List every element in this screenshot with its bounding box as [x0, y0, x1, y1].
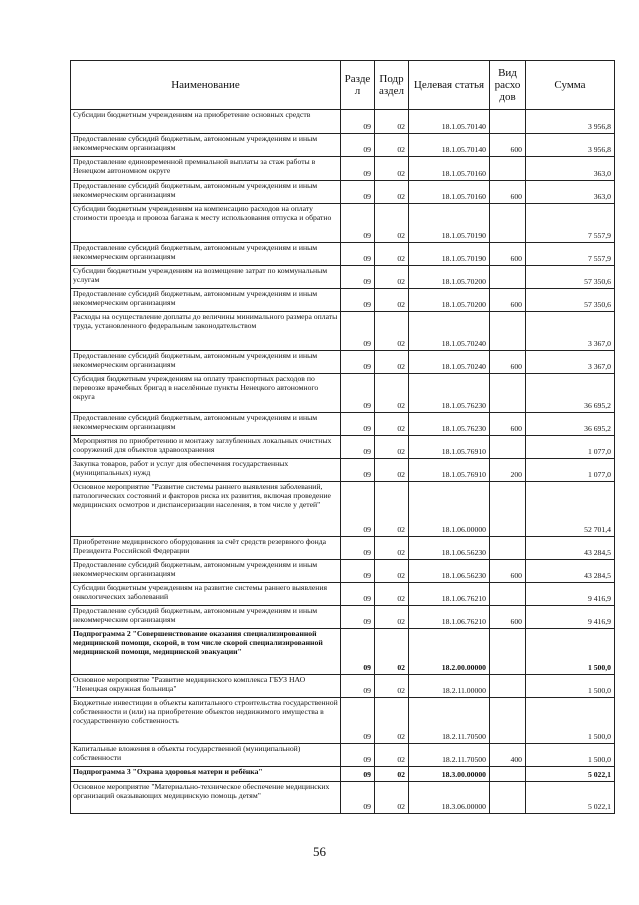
row-sum: 5 022,1	[526, 782, 615, 814]
row-name: Капитальные вложения в объекты государственной (муниципальной) собственности	[71, 744, 341, 767]
row-expense-type: 200	[490, 459, 526, 482]
table-row	[71, 767, 615, 782]
table-row	[71, 606, 615, 629]
row-sum: 5 022,1	[526, 767, 615, 782]
row-target: 18.1.06.56230	[409, 537, 490, 560]
row-section: 09	[341, 767, 375, 782]
row-subsection: 02	[375, 675, 409, 698]
row-name: Подпрограмма 3 "Охрана здоровья матери и ребёнка"	[71, 767, 341, 782]
row-name: Субсидии бюджетным учреждениям на развитие системы раннего выявления онкологических заболеваний	[71, 583, 341, 606]
row-subsection: 02	[375, 698, 409, 744]
table-row	[71, 560, 615, 583]
row-target: 18.3.06.00000	[409, 782, 490, 814]
row-subsection: 02	[375, 413, 409, 436]
row-target: 18.1.05.70140	[409, 110, 490, 134]
table-row	[71, 537, 615, 560]
table-row	[71, 243, 615, 266]
row-name: Субсидия бюджетным учреждениям на оплату транспортных расходов по перевозке врачебных бригад в населённые пункты Ненецкого автономного округа	[71, 374, 341, 413]
row-section: 09	[341, 181, 375, 204]
row-target: 18.1.05.70200	[409, 289, 490, 312]
row-subsection: 02	[375, 560, 409, 583]
table-row	[71, 312, 615, 351]
row-name: Расходы на осуществление доплаты до величины минимального размера оплаты труда, установленного федеральным законодательством	[71, 312, 341, 351]
table-body	[71, 110, 615, 814]
row-name: Мероприятия по приобретению и монтажу заглубленных локальных очистных сооружений для объектов здравоохранения	[71, 436, 341, 459]
row-target: 18.1.05.76230	[409, 374, 490, 413]
table-row	[71, 698, 615, 744]
row-expense-type	[490, 157, 526, 181]
row-target: 18.2.11.70500	[409, 698, 490, 744]
row-section: 09	[341, 537, 375, 560]
row-target: 18.1.05.70160	[409, 181, 490, 204]
row-name: Предоставление субсидий бюджетным, автономным учреждениям и иным некоммерческим организациям	[71, 560, 341, 583]
row-subsection: 02	[375, 181, 409, 204]
header-subsection: Подр аздел	[375, 61, 409, 110]
table-row	[71, 181, 615, 204]
row-expense-type: 600	[490, 606, 526, 629]
row-target: 18.1.05.70200	[409, 266, 490, 289]
row-subsection: 02	[375, 436, 409, 459]
row-target: 18.1.06.56230	[409, 560, 490, 583]
row-sum: 43 284,5	[526, 560, 615, 583]
row-expense-type	[490, 312, 526, 351]
row-name: Предоставление субсидий бюджетным, автономным учреждениям и иным некоммерческим организациям	[71, 243, 341, 266]
row-expense-type	[490, 767, 526, 782]
row-expense-type	[490, 374, 526, 413]
row-section: 09	[341, 134, 375, 157]
table-row	[71, 157, 615, 181]
row-subsection: 02	[375, 289, 409, 312]
table-row	[71, 482, 615, 537]
row-section: 09	[341, 629, 375, 675]
row-expense-type: 600	[490, 243, 526, 266]
row-subsection: 02	[375, 537, 409, 560]
table-header-row	[71, 61, 615, 110]
row-subsection: 02	[375, 744, 409, 767]
row-subsection: 02	[375, 351, 409, 374]
table-row	[71, 413, 615, 436]
row-section: 09	[341, 744, 375, 767]
row-name: Подпрограмма 2 "Совершенствование оказания специализированной медицинской помощи, скорой, в том числе скорой специализированной медицинской помощи, медицинской эвакуации"	[71, 629, 341, 675]
row-section: 09	[341, 413, 375, 436]
row-section: 09	[341, 583, 375, 606]
row-expense-type	[490, 583, 526, 606]
row-sum: 1 500,0	[526, 675, 615, 698]
row-subsection: 02	[375, 110, 409, 134]
row-sum: 9 416,9	[526, 606, 615, 629]
row-sum: 3 367,0	[526, 351, 615, 374]
row-section: 09	[341, 374, 375, 413]
row-name: Бюджетные инвестиции в объекты капитального строительства государственной собственности и (или) на приобретение объектов недвижимого имущества в государственную собственность	[71, 698, 341, 744]
row-target: 18.1.05.70190	[409, 204, 490, 243]
row-target: 18.1.05.76230	[409, 413, 490, 436]
row-subsection: 02	[375, 459, 409, 482]
row-name: Основное мероприятие "Материально-техническое обеспечение медицинских организаций оказывающих медицинскую помощь детям"	[71, 782, 341, 814]
row-section: 09	[341, 606, 375, 629]
row-section: 09	[341, 266, 375, 289]
row-expense-type: 600	[490, 181, 526, 204]
row-target: 18.3.00.00000	[409, 767, 490, 782]
row-subsection: 02	[375, 782, 409, 814]
table-row	[71, 583, 615, 606]
row-sum: 363,0	[526, 157, 615, 181]
row-section: 09	[341, 698, 375, 744]
row-section: 09	[341, 675, 375, 698]
row-target: 18.1.05.70240	[409, 312, 490, 351]
row-subsection: 02	[375, 204, 409, 243]
page-number: 56	[313, 844, 326, 859]
row-subsection: 02	[375, 157, 409, 181]
row-target: 18.1.05.70140	[409, 134, 490, 157]
table-row	[71, 436, 615, 459]
table-row	[71, 204, 615, 243]
header-sum: Сумма	[526, 61, 615, 110]
table-row	[71, 134, 615, 157]
row-target: 18.1.06.00000	[409, 482, 490, 537]
row-target: 18.2.11.70500	[409, 744, 490, 767]
table-row	[71, 459, 615, 482]
row-target: 18.2.11.00000	[409, 675, 490, 698]
row-subsection: 02	[375, 606, 409, 629]
table-row	[71, 289, 615, 312]
row-subsection: 02	[375, 767, 409, 782]
row-target: 18.1.05.70190	[409, 243, 490, 266]
table-row	[71, 110, 615, 134]
row-sum: 1 500,0	[526, 698, 615, 744]
row-target: 18.1.05.76910	[409, 459, 490, 482]
row-subsection: 02	[375, 266, 409, 289]
row-subsection: 02	[375, 312, 409, 351]
row-name: Предоставление субсидий бюджетным, автономным учреждениям и иным некоммерческим организациям	[71, 413, 341, 436]
row-sum: 52 701,4	[526, 482, 615, 537]
row-sum: 43 284,5	[526, 537, 615, 560]
row-expense-type: 600	[490, 351, 526, 374]
header-expense-type: Вид расхо дов	[490, 61, 526, 110]
row-name: Предоставление единовременной премиальной выплаты за стаж работы в Ненецком автономном округе	[71, 157, 341, 181]
row-subsection: 02	[375, 134, 409, 157]
table-row	[71, 782, 615, 814]
row-section: 09	[341, 782, 375, 814]
row-name: Субсидии бюджетным учреждениям на компенсацию расходов на оплату стоимости проезда и провоза багажа к месту использования отпуска и обратно	[71, 204, 341, 243]
row-name: Предоставление субсидий бюджетным, автономным учреждениям и иным некоммерческим организациям	[71, 289, 341, 312]
row-sum: 1 500,0	[526, 629, 615, 675]
row-expense-type: 600	[490, 413, 526, 436]
row-name: Субсидии бюджетным учреждениям на приобретение основных средств	[71, 110, 341, 134]
row-expense-type	[490, 537, 526, 560]
row-expense-type	[490, 482, 526, 537]
budget-table	[70, 60, 615, 814]
row-sum: 7 557,9	[526, 204, 615, 243]
row-section: 09	[341, 110, 375, 134]
row-sum: 363,0	[526, 181, 615, 204]
table-row	[71, 351, 615, 374]
row-section: 09	[341, 482, 375, 537]
row-target: 18.1.06.76210	[409, 583, 490, 606]
row-subsection: 02	[375, 583, 409, 606]
row-section: 09	[341, 204, 375, 243]
row-expense-type	[490, 698, 526, 744]
row-section: 09	[341, 157, 375, 181]
table-row	[71, 266, 615, 289]
row-target: 18.1.05.70160	[409, 157, 490, 181]
header-section: Разде л	[341, 61, 375, 110]
header-name: Наименование	[71, 61, 341, 110]
row-name: Субсидии бюджетным учреждениям на возмещение затрат по коммунальным услугам	[71, 266, 341, 289]
row-name: Предоставление субсидий бюджетным, автономным учреждениям и иным некоммерческим организациям	[71, 181, 341, 204]
row-section: 09	[341, 289, 375, 312]
row-sum: 57 350,6	[526, 289, 615, 312]
row-target: 18.1.05.70240	[409, 351, 490, 374]
row-expense-type	[490, 204, 526, 243]
row-subsection: 02	[375, 243, 409, 266]
row-sum: 3 956,8	[526, 134, 615, 157]
table-row	[71, 629, 615, 675]
row-sum: 57 350,6	[526, 266, 615, 289]
row-expense-type	[490, 675, 526, 698]
row-subsection: 02	[375, 629, 409, 675]
row-sum: 36 695,2	[526, 374, 615, 413]
row-section: 09	[341, 560, 375, 583]
row-sum: 1 077,0	[526, 436, 615, 459]
row-name: Закупка товаров, работ и услуг для обеспечения государственных (муниципальных) нужд	[71, 459, 341, 482]
row-sum: 9 416,9	[526, 583, 615, 606]
row-name: Приобретение медицинского оборудования за счёт средств резервного фонда Президента Российской Федерации	[71, 537, 341, 560]
row-expense-type	[490, 266, 526, 289]
row-sum: 1 077,0	[526, 459, 615, 482]
row-expense-type: 600	[490, 560, 526, 583]
row-name: Основное мероприятие "Развитие медицинского комплекса ГБУЗ НАО "Ненецкая окружная больница"	[71, 675, 341, 698]
row-sum: 1 500,0	[526, 744, 615, 767]
row-expense-type	[490, 436, 526, 459]
row-subsection: 02	[375, 482, 409, 537]
row-section: 09	[341, 312, 375, 351]
row-subsection: 02	[375, 374, 409, 413]
row-target: 18.2.00.00000	[409, 629, 490, 675]
row-target: 18.1.06.76210	[409, 606, 490, 629]
row-expense-type: 400	[490, 744, 526, 767]
row-name: Предоставление субсидий бюджетным, автономным учреждениям и иным некоммерческим организациям	[71, 606, 341, 629]
table-row	[71, 675, 615, 698]
row-section: 09	[341, 351, 375, 374]
row-expense-type: 600	[490, 289, 526, 312]
row-expense-type	[490, 782, 526, 814]
row-expense-type: 600	[490, 134, 526, 157]
row-sum: 7 557,9	[526, 243, 615, 266]
row-target: 18.1.05.76910	[409, 436, 490, 459]
row-section: 09	[341, 436, 375, 459]
table-row	[71, 374, 615, 413]
header-target: Целевая статья	[409, 61, 490, 110]
row-name: Предоставление субсидий бюджетным, автономным учреждениям и иным некоммерческим организациям	[71, 134, 341, 157]
row-expense-type	[490, 110, 526, 134]
row-expense-type	[490, 629, 526, 675]
row-sum: 36 695,2	[526, 413, 615, 436]
row-name: Предоставление субсидий бюджетным, автономным учреждениям и иным некоммерческим организациям	[71, 351, 341, 374]
table-row	[71, 744, 615, 767]
row-section: 09	[341, 243, 375, 266]
row-name: Основное мероприятие "Развитие системы раннего выявления заболеваний, патологических состояний и факторов риска их развития, включая проведение медицинских осмотров и диспансеризации населения, в том числе у детей"	[71, 482, 341, 537]
row-section: 09	[341, 459, 375, 482]
row-sum: 3 367,0	[526, 312, 615, 351]
row-sum: 3 956,8	[526, 110, 615, 134]
